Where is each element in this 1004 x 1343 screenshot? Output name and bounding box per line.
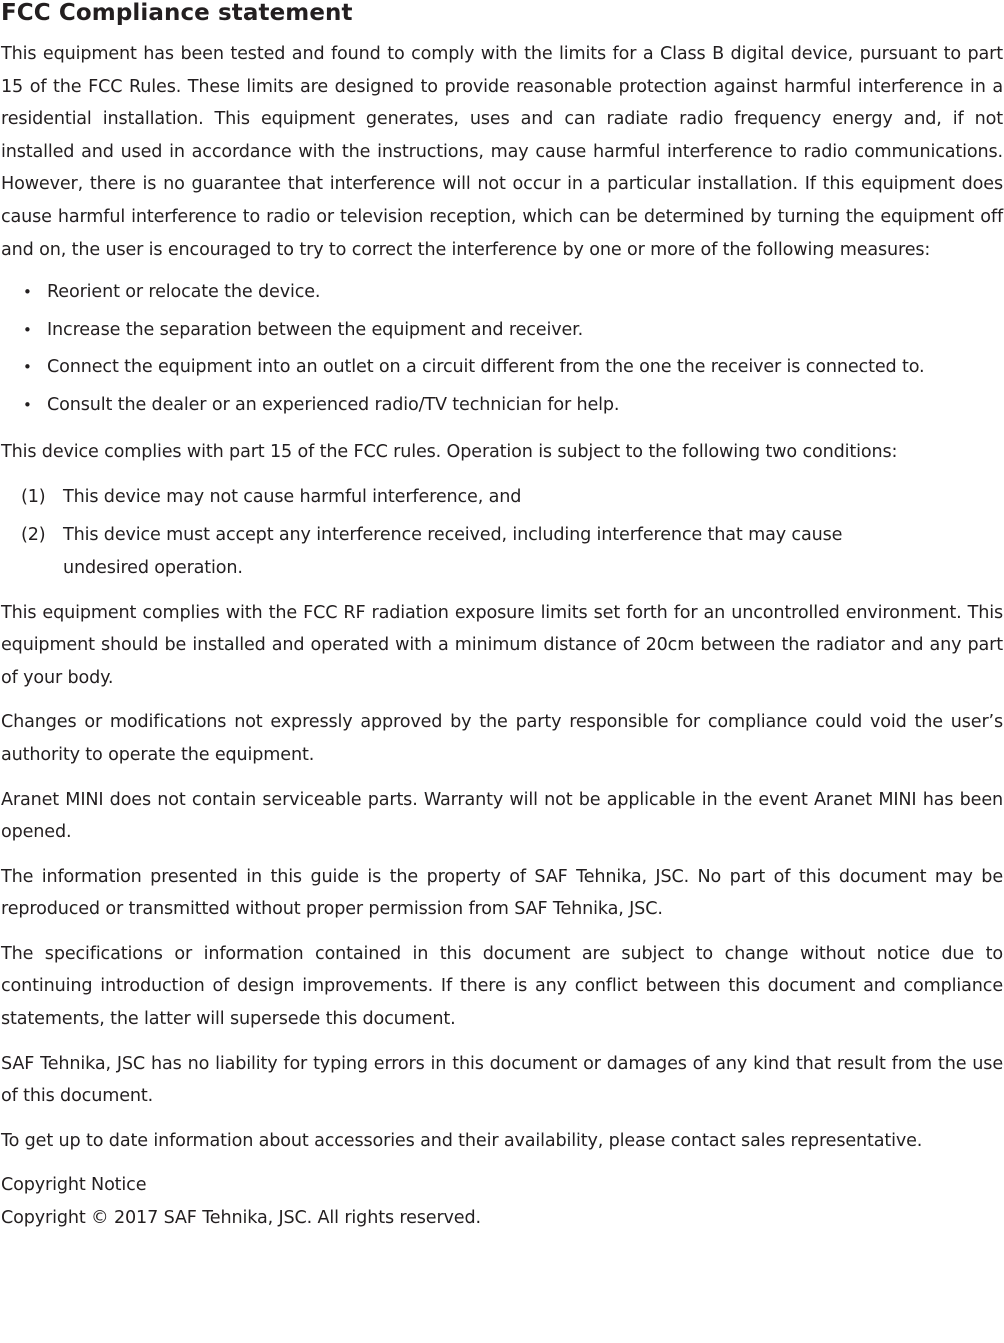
measure-text: Connect the equipment into an outlet on a circuit different from the one the receiver is connected to.	[47, 357, 925, 378]
part15-paragraph: This device complies with part 15 of the FCC rules. Operation is subject to the following two conditions:	[1, 442, 898, 463]
list-item	[1, 387, 1003, 425]
copyright-text: Copyright © 2017 SAF Tehnika, JSC. All rights reserved.	[1, 1208, 481, 1229]
bullet-icon: •	[23, 283, 32, 302]
list-item	[1, 312, 1003, 350]
conditions-list	[1, 481, 1003, 585]
property-paragraph: The information presented in this guide is the property of SAF Tehnika, JSC. No part of this document may be reproduced or transmitted without proper permission from SAF Tehnika, JSC.	[1, 866, 1003, 920]
bullet-icon: •	[23, 358, 32, 377]
condition-text: This device must accept any interference received, including interference that may cause undesired operation.	[63, 525, 843, 578]
specifications-paragraph: The specifications or information contained in this document are subject to change without notice due to continuing introduction of design improvements. If there is any conflict between this document and compliance statements, the latter will supersede this document.	[1, 943, 1003, 1030]
list-item	[1, 274, 1003, 312]
changes-paragraph: Changes or modifications not expressly approved by the party responsible for compliance could void the user’s authority to operate the equipment.	[1, 712, 1003, 765]
page-title: FCC Compliance statement	[1, 0, 353, 26]
measure-text: Increase the separation between the equipment and receiver.	[47, 319, 584, 340]
copyright-heading: Copyright Notice	[1, 1175, 147, 1196]
liability-paragraph: SAF Tehnika, JSC has no liability for typing errors in this document or damages of any kind that result from the use of this document.	[1, 1053, 1003, 1107]
copyright-block	[1, 1169, 1003, 1234]
warranty-paragraph: Aranet MINI does not contain serviceable parts. Warranty will not be applicable in the event Aranet MINI has been opened.	[1, 789, 1003, 843]
measure-text: Consult the dealer or an experienced radio/TV technician for help.	[47, 394, 620, 415]
condition-number: (2)	[21, 525, 46, 546]
list-item	[1, 481, 1003, 514]
bullet-icon: •	[23, 395, 32, 414]
contact-paragraph: To get up to date information about accessories and their availability, please contact sales representative.	[1, 1130, 923, 1151]
document-page	[1, 0, 1003, 1235]
condition-text: This device may not cause harmful interference, and	[63, 486, 522, 507]
rf-exposure-paragraph: This equipment complies with the FCC RF radiation exposure limits set forth for an uncontrolled environment. This equipment should be installed and operated with a minimum distance of 20cm between the radiator and any part of your body.	[1, 602, 1003, 688]
measure-text: Reorient or relocate the device.	[47, 282, 321, 303]
condition-number: (1)	[21, 486, 46, 507]
intro-paragraph: This equipment has been tested and found to comply with the limits for a Class B digital device, pursuant to part 15 of the FCC Rules. These limits are designed to provide reasonable protection against harmful interference in a residential installation. This equipment generates, uses and can radiate radio frequency energy and, if not installed and used in accordance with the instructions, may cause harmful interference to radio communications. However, there is no guarantee that interference will not occur in a particular installation. If this equipment does cause harmful interference to radio or television reception, which can be determined by turning the equipment off and on, the user is encouraged to try to correct the interference by one or more of the following measures:	[1, 44, 1003, 260]
list-item	[1, 349, 1003, 387]
bullet-icon: •	[23, 320, 32, 339]
measures-list	[1, 274, 1003, 424]
list-item	[1, 519, 1003, 584]
